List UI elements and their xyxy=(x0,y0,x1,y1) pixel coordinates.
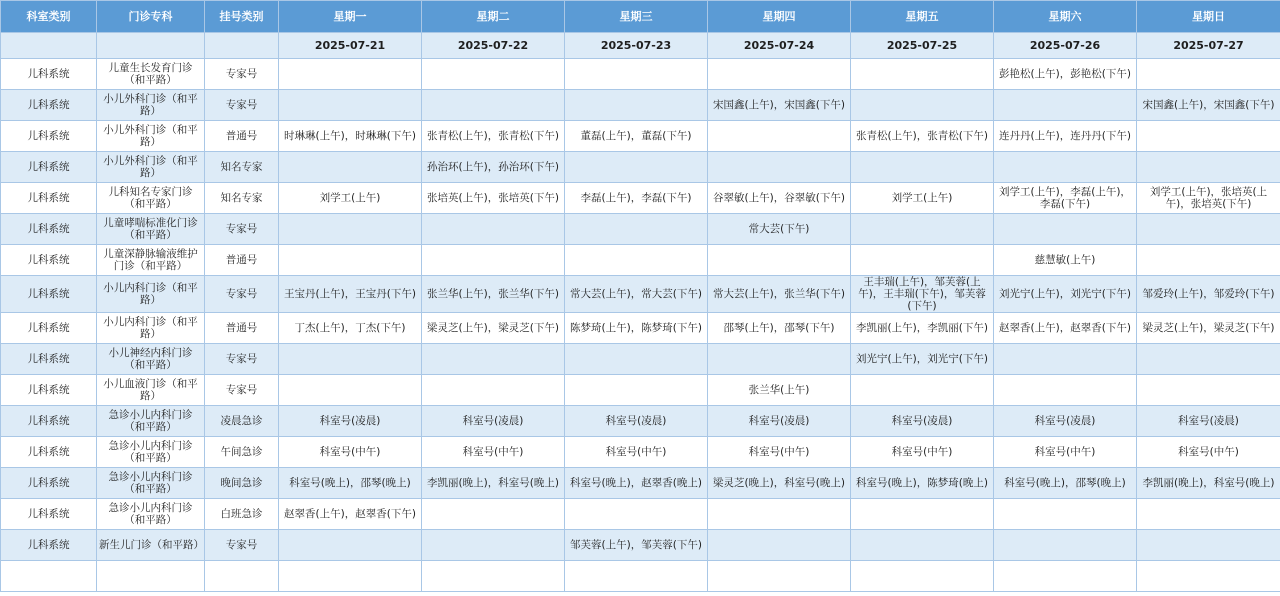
dept-cell: 儿科系统 xyxy=(1,530,97,561)
empty-cell xyxy=(97,561,205,592)
schedule-cell xyxy=(708,245,851,276)
reg-type-cell: 专家号 xyxy=(205,530,279,561)
schedule-cell xyxy=(851,530,994,561)
schedule-cell xyxy=(994,152,1137,183)
date-row xyxy=(1,33,1280,59)
schedule-cell: 张青松(上午)，张青松(下午) xyxy=(422,121,565,152)
schedule-cell: 科室号(中午) xyxy=(851,437,994,468)
schedule-cell xyxy=(851,59,994,90)
header-row xyxy=(1,1,1280,33)
schedule-cell xyxy=(851,375,994,406)
schedule-cell: 常大芸(下午) xyxy=(708,214,851,245)
schedule-cell: 邹爱玲(上午)，邹爱玲(下午) xyxy=(1137,276,1280,313)
clinic-cell: 急诊小儿内科门诊（和平路） xyxy=(97,468,205,499)
reg-type-cell: 专家号 xyxy=(205,59,279,90)
schedule-cell xyxy=(1137,59,1280,90)
schedule-cell xyxy=(422,499,565,530)
schedule-cell: 张青松(上午)，张青松(下午) xyxy=(851,121,994,152)
schedule-cell xyxy=(279,59,422,90)
clinic-cell: 小儿内科门诊（和平路） xyxy=(97,276,205,313)
schedule-cell xyxy=(565,344,708,375)
table-row xyxy=(1,530,1280,561)
schedule-cell: 刘学工(上午)，张培英(上午)，张培英(下午) xyxy=(1137,183,1280,214)
empty-cell xyxy=(1137,561,1280,592)
date-wednesday: 2025-07-23 xyxy=(565,33,708,59)
dept-cell: 儿科系统 xyxy=(1,121,97,152)
schedule-cell xyxy=(708,121,851,152)
schedule-cell: 宋国鑫(上午)，宋国鑫(下午) xyxy=(1137,90,1280,121)
reg-type-cell: 专家号 xyxy=(205,276,279,313)
schedule-cell xyxy=(994,344,1137,375)
schedule-cell: 张兰华(上午) xyxy=(708,375,851,406)
schedule-cell: 李凯丽(晚上)，科室号(晚上) xyxy=(422,468,565,499)
date-cell-empty xyxy=(205,33,279,59)
reg-type-cell: 知名专家 xyxy=(205,183,279,214)
schedule-cell xyxy=(851,245,994,276)
schedule-cell: 宋国鑫(上午)，宋国鑫(下午) xyxy=(708,90,851,121)
schedule-cell xyxy=(994,499,1137,530)
schedule-cell xyxy=(279,214,422,245)
clinic-cell: 小儿外科门诊（和平路） xyxy=(97,90,205,121)
dept-cell: 儿科系统 xyxy=(1,183,97,214)
schedule-cell: 连丹丹(上午)，连丹丹(下午) xyxy=(994,121,1137,152)
clinic-cell: 急诊小儿内科门诊（和平路） xyxy=(97,499,205,530)
schedule-cell: 刘光宁(上午)，刘光宁(下午) xyxy=(994,276,1137,313)
clinic-cell: 小儿外科门诊（和平路） xyxy=(97,152,205,183)
table-row xyxy=(1,313,1280,344)
schedule-cell: 李凯丽(上午)，李凯丽(下午) xyxy=(851,313,994,344)
dept-cell: 儿科系统 xyxy=(1,313,97,344)
header-clinic: 门诊专科 xyxy=(97,1,205,33)
schedule-cell: 彭艳松(上午)，彭艳松(下午) xyxy=(994,59,1137,90)
schedule-cell xyxy=(1137,245,1280,276)
empty-row xyxy=(1,561,1280,592)
dept-cell: 儿科系统 xyxy=(1,344,97,375)
schedule-cell xyxy=(565,90,708,121)
schedule-cell xyxy=(279,245,422,276)
schedule-cell: 刘光宁(上午)，刘光宁(下午) xyxy=(851,344,994,375)
dept-cell: 儿科系统 xyxy=(1,276,97,313)
header-sunday: 星期日 xyxy=(1137,1,1280,33)
schedule-cell xyxy=(422,344,565,375)
clinic-cell: 儿童生长发育门诊（和平路） xyxy=(97,59,205,90)
schedule-cell xyxy=(851,90,994,121)
schedule-cell: 梁灵芝(晚上)，科室号(晚上) xyxy=(708,468,851,499)
table-row xyxy=(1,90,1280,121)
schedule-cell: 张培英(上午)，张培英(下午) xyxy=(422,183,565,214)
empty-cell xyxy=(565,561,708,592)
schedule-cell: 慈慧敏(上午) xyxy=(994,245,1137,276)
schedule-cell xyxy=(851,152,994,183)
table-row xyxy=(1,499,1280,530)
empty-cell xyxy=(279,561,422,592)
schedule-cell: 常大芸(上午)，张兰华(下午) xyxy=(708,276,851,313)
dept-cell: 儿科系统 xyxy=(1,499,97,530)
schedule-cell: 李凯丽(晚上)，科室号(晚上) xyxy=(1137,468,1280,499)
schedule-cell: 谷翠敏(上午)，谷翠敏(下午) xyxy=(708,183,851,214)
schedule-cell: 科室号(中午) xyxy=(708,437,851,468)
empty-cell xyxy=(851,561,994,592)
reg-type-cell: 普通号 xyxy=(205,245,279,276)
schedule-cell xyxy=(708,344,851,375)
clinic-cell: 小儿神经内科门诊（和平路） xyxy=(97,344,205,375)
table-row xyxy=(1,59,1280,90)
schedule-cell: 丁杰(上午)，丁杰(下午) xyxy=(279,313,422,344)
schedule-cell xyxy=(565,245,708,276)
table-row xyxy=(1,344,1280,375)
schedule-cell: 孙治环(上午)，孙治环(下午) xyxy=(422,152,565,183)
header-monday: 星期一 xyxy=(279,1,422,33)
date-cell-empty xyxy=(1,33,97,59)
empty-cell xyxy=(422,561,565,592)
schedule-cell xyxy=(422,214,565,245)
clinic-cell: 新生儿门诊（和平路） xyxy=(97,530,205,561)
empty-cell xyxy=(708,561,851,592)
schedule-cell: 科室号(晚上)，邵琴(晚上) xyxy=(994,468,1137,499)
schedule-cell: 科室号(凌晨) xyxy=(994,406,1137,437)
schedule-cell: 邵琴(上午)，邵琴(下午) xyxy=(708,313,851,344)
table-row xyxy=(1,214,1280,245)
schedule-cell xyxy=(422,59,565,90)
date-thursday: 2025-07-24 xyxy=(708,33,851,59)
schedule-cell xyxy=(565,152,708,183)
dept-cell: 儿科系统 xyxy=(1,406,97,437)
schedule-cell: 董磊(上午)，董磊(下午) xyxy=(565,121,708,152)
table-row xyxy=(1,437,1280,468)
schedule-cell: 科室号(中午) xyxy=(1137,437,1280,468)
schedule-cell xyxy=(565,499,708,530)
schedule-cell xyxy=(279,152,422,183)
dept-cell: 儿科系统 xyxy=(1,245,97,276)
schedule-cell xyxy=(1137,499,1280,530)
schedule-body xyxy=(1,59,1280,592)
reg-type-cell: 专家号 xyxy=(205,90,279,121)
reg-type-cell: 晚间急诊 xyxy=(205,468,279,499)
schedule-cell: 时琳琳(上午)，时琳琳(下午) xyxy=(279,121,422,152)
dept-cell: 儿科系统 xyxy=(1,90,97,121)
schedule-cell xyxy=(708,530,851,561)
schedule-cell: 科室号(凌晨) xyxy=(279,406,422,437)
schedule-cell xyxy=(422,530,565,561)
schedule-cell xyxy=(422,90,565,121)
schedule-cell: 梁灵芝(上午)，梁灵芝(下午) xyxy=(1137,313,1280,344)
empty-cell xyxy=(205,561,279,592)
schedule-cell: 科室号(中午) xyxy=(565,437,708,468)
dept-cell: 儿科系统 xyxy=(1,152,97,183)
schedule-cell xyxy=(279,375,422,406)
schedule-cell: 科室号(中午) xyxy=(279,437,422,468)
reg-type-cell: 专家号 xyxy=(205,214,279,245)
schedule-cell xyxy=(279,530,422,561)
schedule-cell xyxy=(422,375,565,406)
schedule-cell xyxy=(1137,121,1280,152)
table-row xyxy=(1,468,1280,499)
table-row xyxy=(1,152,1280,183)
schedule-cell xyxy=(994,90,1137,121)
schedule-cell xyxy=(1137,344,1280,375)
schedule-cell xyxy=(422,245,565,276)
empty-cell xyxy=(1,561,97,592)
clinic-cell: 急诊小儿内科门诊（和平路） xyxy=(97,406,205,437)
date-saturday: 2025-07-26 xyxy=(994,33,1137,59)
schedule-cell: 邹芙蓉(上午)，邹芙蓉(下午) xyxy=(565,530,708,561)
clinic-cell: 小儿内科门诊（和平路） xyxy=(97,313,205,344)
schedule-cell xyxy=(1137,375,1280,406)
date-sunday: 2025-07-27 xyxy=(1137,33,1280,59)
schedule-cell xyxy=(279,344,422,375)
schedule-cell xyxy=(1137,214,1280,245)
header-thursday: 星期四 xyxy=(708,1,851,33)
schedule-cell xyxy=(708,59,851,90)
reg-type-cell: 凌晨急诊 xyxy=(205,406,279,437)
header-type: 挂号类别 xyxy=(205,1,279,33)
schedule-cell: 科室号(凌晨) xyxy=(708,406,851,437)
reg-type-cell: 白班急诊 xyxy=(205,499,279,530)
schedule-cell: 赵翠香(上午)，赵翠香(下午) xyxy=(994,313,1137,344)
schedule-cell xyxy=(994,214,1137,245)
schedule-cell xyxy=(565,214,708,245)
schedule-cell xyxy=(708,152,851,183)
schedule-cell: 科室号(晚上)，赵翠香(晚上) xyxy=(565,468,708,499)
schedule-cell xyxy=(279,90,422,121)
schedule-cell: 科室号(晚上)，陈梦琦(晚上) xyxy=(851,468,994,499)
reg-type-cell: 普通号 xyxy=(205,121,279,152)
schedule-cell: 张兰华(上午)，张兰华(下午) xyxy=(422,276,565,313)
header-saturday: 星期六 xyxy=(994,1,1137,33)
schedule-cell xyxy=(994,530,1137,561)
date-monday: 2025-07-21 xyxy=(279,33,422,59)
schedule-cell xyxy=(851,499,994,530)
schedule-cell: 科室号(凌晨) xyxy=(1137,406,1280,437)
schedule-cell: 刘学工(上午)，李磊(上午)，李磊(下午) xyxy=(994,183,1137,214)
schedule-cell xyxy=(851,214,994,245)
header-dept: 科室类别 xyxy=(1,1,97,33)
schedule-cell: 刘学工(上午) xyxy=(279,183,422,214)
dept-cell: 儿科系统 xyxy=(1,437,97,468)
schedule-cell xyxy=(1137,530,1280,561)
schedule-cell: 王丰瑞(上午)，邹芙蓉(上午)，王丰瑞(下午)，邹芙蓉(下午) xyxy=(851,276,994,313)
empty-cell xyxy=(994,561,1137,592)
clinic-cell: 小儿外科门诊（和平路） xyxy=(97,121,205,152)
table-row xyxy=(1,183,1280,214)
table-row xyxy=(1,406,1280,437)
dept-cell: 儿科系统 xyxy=(1,375,97,406)
table-row xyxy=(1,276,1280,313)
clinic-cell: 小儿血液门诊（和平路） xyxy=(97,375,205,406)
schedule-cell xyxy=(1137,152,1280,183)
schedule-cell xyxy=(565,59,708,90)
schedule-cell: 科室号(凌晨) xyxy=(422,406,565,437)
schedule-cell: 科室号(中午) xyxy=(422,437,565,468)
schedule-cell: 陈梦琦(上午)，陈梦琦(下午) xyxy=(565,313,708,344)
schedule-cell: 科室号(晚上)，邵琴(晚上) xyxy=(279,468,422,499)
schedule-cell: 科室号(中午) xyxy=(994,437,1137,468)
table-row xyxy=(1,245,1280,276)
clinic-cell: 急诊小儿内科门诊（和平路） xyxy=(97,437,205,468)
schedule-cell: 科室号(凌晨) xyxy=(565,406,708,437)
clinic-cell: 儿科知名专家门诊（和平路） xyxy=(97,183,205,214)
reg-type-cell: 专家号 xyxy=(205,344,279,375)
schedule-cell xyxy=(994,375,1137,406)
schedule-cell xyxy=(708,499,851,530)
reg-type-cell: 午间急诊 xyxy=(205,437,279,468)
date-cell-empty xyxy=(97,33,205,59)
date-tuesday: 2025-07-22 xyxy=(422,33,565,59)
schedule-cell: 刘学工(上午) xyxy=(851,183,994,214)
header-wednesday: 星期三 xyxy=(565,1,708,33)
reg-type-cell: 知名专家 xyxy=(205,152,279,183)
schedule-cell: 梁灵芝(上午)，梁灵芝(下午) xyxy=(422,313,565,344)
reg-type-cell: 普通号 xyxy=(205,313,279,344)
date-friday: 2025-07-25 xyxy=(851,33,994,59)
schedule-cell xyxy=(565,375,708,406)
dept-cell: 儿科系统 xyxy=(1,468,97,499)
schedule-cell: 赵翠香(上午)，赵翠香(下午) xyxy=(279,499,422,530)
table-row xyxy=(1,375,1280,406)
table-row xyxy=(1,121,1280,152)
reg-type-cell: 专家号 xyxy=(205,375,279,406)
clinic-cell: 儿童哮喘标准化门诊（和平路） xyxy=(97,214,205,245)
dept-cell: 儿科系统 xyxy=(1,214,97,245)
schedule-cell: 常大芸(上午)，常大芸(下午) xyxy=(565,276,708,313)
schedule-cell: 王宝丹(上午)，王宝丹(下午) xyxy=(279,276,422,313)
dept-cell: 儿科系统 xyxy=(1,59,97,90)
header-tuesday: 星期二 xyxy=(422,1,565,33)
clinic-cell: 儿童深静脉输液维护门诊（和平路） xyxy=(97,245,205,276)
schedule-cell: 科室号(凌晨) xyxy=(851,406,994,437)
header-friday: 星期五 xyxy=(851,1,994,33)
schedule-cell: 李磊(上午)，李磊(下午) xyxy=(565,183,708,214)
